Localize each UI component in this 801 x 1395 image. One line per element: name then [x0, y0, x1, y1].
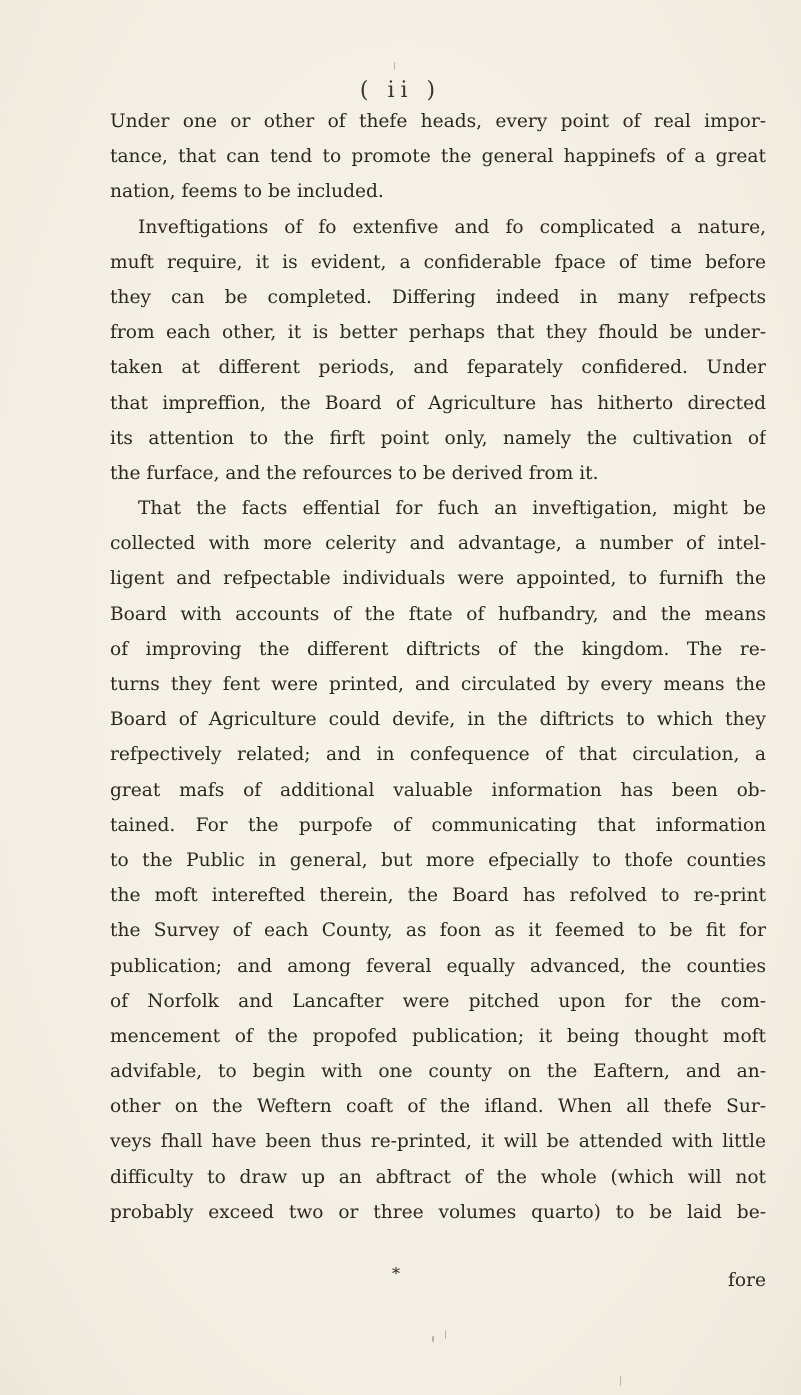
page-number: ( ii ) [359, 78, 442, 103]
text-line: from each other, it is better perhaps that they fhould be under- [110, 322, 766, 344]
text-line: nation, feems to be included. [110, 181, 384, 203]
catchword: fore [728, 1270, 766, 1291]
text-line: other on the Weftern coaft of the ifland. When all thefe Sur- [110, 1096, 766, 1118]
text-line: that impreffion, the Board of Agriculture has hitherto directed [110, 392, 766, 414]
text-line: turns they fent were printed, and circulated by every means the [110, 674, 766, 695]
text-line: Under one or other of thefe heads, every point of real impor- [110, 111, 766, 132]
text-line: Board with accounts of the ftate of hufbandry, and the means [110, 603, 766, 625]
text-line: the moft interefted therein, the Board has refolved to re-print [110, 885, 766, 907]
text-line: of Norfolk and Lancafter were pitched upon for the com- [110, 990, 766, 1012]
text-line: mencement of the propofed publication; it being thought moft [110, 1025, 766, 1047]
text-line: tance, that can tend to promote the general happinefs of a great [110, 146, 766, 168]
text-line: to the Public in general, but more efpecially to thofe counties [110, 849, 766, 871]
body-text [110, 104, 766, 1230]
paper-speck [432, 1336, 434, 1342]
text-line: tained. For the purpofe of communicating that information [110, 814, 766, 836]
text-line: That the facts effential for fuch an inveftigation, might be [138, 498, 766, 520]
text-line: publication; and among feveral equally advanced, the counties [110, 955, 766, 977]
paper-speck [394, 62, 395, 70]
signature-mark: * [392, 1264, 400, 1283]
text-line: taken at different periods, and feparately confidered. Under [110, 357, 766, 379]
text-line: Board of Agriculture could devife, in the diftricts to which they [110, 709, 766, 731]
text-line: probably exceed two or three volumes quarto) to be laid be- [110, 1201, 766, 1223]
text-line: of improving the different diftricts of the kingdom. The re- [110, 638, 766, 660]
paper-speck [620, 1376, 621, 1386]
text-line: great mafs of additional valuable information has been ob- [110, 779, 766, 801]
page-footer [110, 1264, 766, 1300]
text-line: ligent and refpectable individuals were appointed, to furnifh the [110, 568, 766, 590]
text-line: the furface, and the refources to be derived from it. [110, 462, 599, 484]
text-line: collected with more celerity and advantage, a number of intel- [110, 533, 766, 555]
text-line: difficulty to draw up an abftract of the whole (which will not [110, 1166, 766, 1188]
text-line: refpectively related; and in confequence of that circulation, a [110, 744, 766, 766]
text-line: advifable, to begin with one county on the Eaftern, and an- [110, 1061, 766, 1083]
text-line: veys fhall have been thus re-printed, it will be attended with little [110, 1131, 766, 1153]
text-line: Inveftigations of fo extenfive and fo complicated a nature, [138, 216, 766, 238]
text-line: they can be completed. Differing indeed in many refpects [110, 286, 766, 308]
paper-speck [445, 1330, 446, 1339]
text-line: muft require, it is evident, a confiderable fpace of time before [110, 251, 766, 273]
text-line: its attention to the firft point only, namely the cultivation of [110, 427, 766, 449]
text-line: the Survey of each County, as foon as it feemed to be fit for [110, 920, 766, 942]
